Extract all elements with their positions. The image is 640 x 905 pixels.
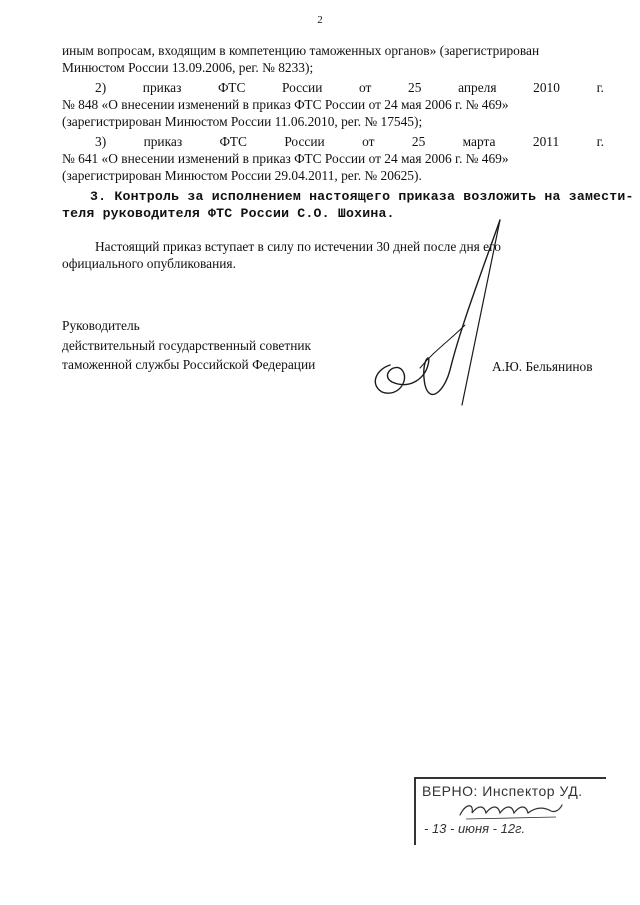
text-segment: № 641 «О внесении изменений в приказ ФТС России от 24 мая 2006 г. № 469» xyxy=(62,151,509,166)
text-word: от xyxy=(362,134,375,149)
text-line-6 xyxy=(95,133,604,150)
list-marker: 2) xyxy=(95,80,107,95)
text-word: от xyxy=(359,80,372,95)
text-word: России xyxy=(282,80,323,95)
text-word: России xyxy=(284,134,325,149)
text-word: г. xyxy=(596,134,604,149)
text-line-2 xyxy=(62,59,604,76)
control-clause-line-2: теля руководителя ФТС России С.О. Шохина. xyxy=(62,206,395,221)
text-segment: Минюстом России 13.09.2006, рег. № 8233); xyxy=(62,60,314,75)
text-line-5 xyxy=(62,113,604,130)
text-word: марта xyxy=(462,134,496,149)
effective-clause-line-1: Настоящий приказ вступает в силу по истечении 30 дней после дня его xyxy=(95,239,501,254)
text-word: ФТС xyxy=(219,134,247,149)
text-segment: иным вопросам, входящим в компетенцию таможенных органов» (зарегистрирован xyxy=(62,43,540,58)
handwritten-signature xyxy=(350,200,530,410)
text-word: ФТС xyxy=(218,80,246,95)
text-line-8 xyxy=(62,167,604,184)
text-word: г. xyxy=(596,80,604,95)
text-word: апреля xyxy=(458,80,497,95)
text-word: приказ xyxy=(142,80,182,95)
signatory-title-3: таможенной службы Российской Федерации xyxy=(62,357,316,372)
text-line-7 xyxy=(62,150,604,167)
text-line-3 xyxy=(95,79,604,96)
text-word: 2010 xyxy=(533,80,560,95)
text-word: 25 xyxy=(411,134,426,149)
effective-clause-line-2: официального опубликования. xyxy=(62,256,236,271)
signatory-title-1: Руководитель xyxy=(62,318,140,333)
signatory-title-2: действительный государственный советник xyxy=(62,338,312,353)
text-segment: (зарегистрирован Минюстом России 29.04.2011, рег. № 20625). xyxy=(62,168,422,183)
list-marker: 3) xyxy=(95,134,107,149)
stamp-signature xyxy=(456,799,566,821)
text-segment: № 848 «О внесении изменений в приказ ФТС России от 24 мая 2006 г. № 469» xyxy=(62,97,509,112)
text-word: 25 xyxy=(408,80,422,95)
text-line-1 xyxy=(62,42,604,59)
text-line-4 xyxy=(62,96,604,113)
text-word: приказ xyxy=(143,134,183,149)
text-segment: (зарегистрирован Минюстом России 11.06.2010, рег. № 17545); xyxy=(62,114,423,129)
stamp-title: ВЕРНО: Инспектор УД. xyxy=(422,783,583,799)
page-number: 2 xyxy=(317,14,323,26)
certification-stamp xyxy=(414,777,606,845)
control-clause-line-1: 3. Контроль за исполнением настоящего приказа возложить на замести- xyxy=(90,189,634,204)
signatory-name: А.Ю. Бельянинов xyxy=(492,359,593,374)
text-word: 2011 xyxy=(532,134,560,149)
stamp-date: - 13 - июня - 12г. xyxy=(424,821,526,836)
